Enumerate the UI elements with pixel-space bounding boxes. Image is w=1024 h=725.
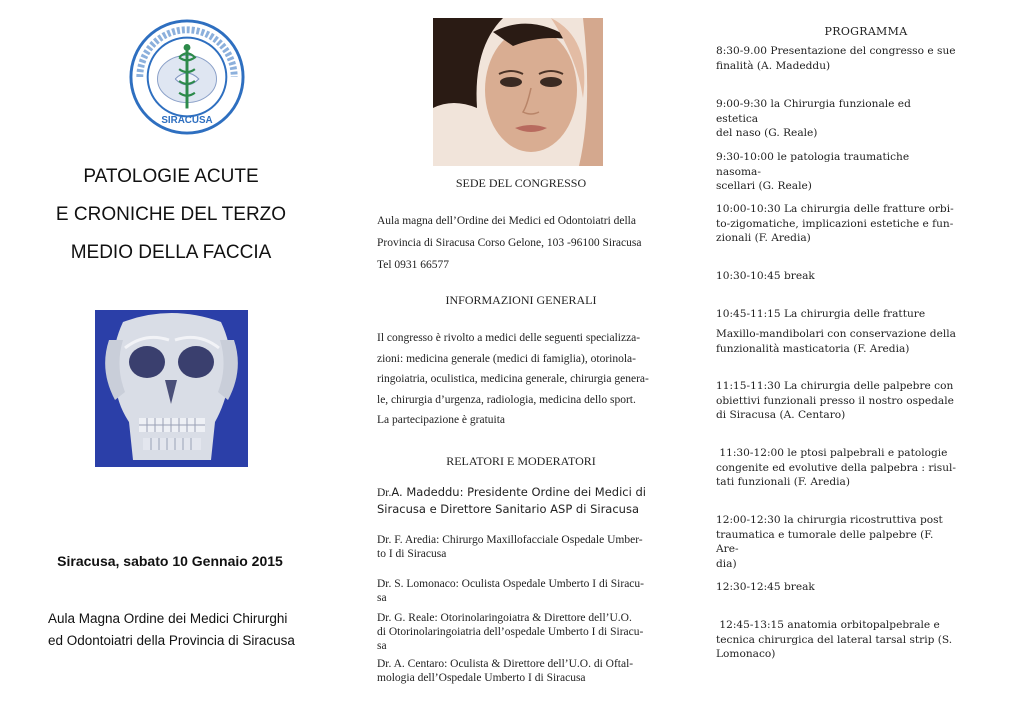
programma-item [716, 513, 956, 571]
relatore-centaro [377, 657, 667, 685]
title-line: E CRONICHE DEL TERZO [55, 204, 287, 225]
programma-line: traumatica e tumorale delle palpebre (F. Are- [716, 528, 934, 555]
info-line: ringoiatria, oculistica, medicina generale, chirurgia genera- [377, 373, 649, 385]
programma-line: tecnica chirurgica del lateral tarsal strip (S. [716, 633, 953, 646]
face-photo [433, 18, 603, 166]
programma-item [716, 379, 956, 423]
info-line: zioni: medicina generale (medici di famiglia), otorinola- [377, 352, 636, 365]
title-line: PATOLOGIE ACUTE [83, 166, 259, 187]
event-date: Siracusa, sabato 10 Gennaio 2015 [57, 553, 283, 569]
programma-line: 12:00-12:30 la chirurgia ricostruttiva post [716, 514, 943, 526]
programma-column [700, 0, 1024, 725]
relatore-line: to I di Siracusa [377, 548, 447, 560]
programma-line: dia) [716, 557, 737, 570]
relatori-heading: RELATORI E MODERATORI [446, 454, 596, 468]
programma-line: 10:45-11:15 La chirurgia delle fratture [716, 308, 926, 320]
programma-line: 8:30-9.00 Presentazione del congresso e sue [716, 45, 956, 57]
programma-item [716, 580, 956, 595]
info-line: Il congresso è rivolto a medici delle seguenti specializza- [377, 332, 641, 344]
relatore-line: sa [377, 592, 387, 604]
programma-line: congenite ed evolutive della palpebra : risul- [716, 461, 957, 474]
programma-item [716, 97, 956, 141]
logo-text-bottom: SIRACUSA [161, 115, 213, 127]
skull-ct-image [95, 310, 248, 467]
programma-line: 10:30-10:45 break [716, 270, 815, 282]
face-icon [433, 18, 603, 166]
programma-line: 11:15-11:30 La chirurgia delle palpebre con [716, 380, 954, 392]
programma-line: Lomonaco) [716, 648, 776, 660]
title-line: MEDIO DELLA FACCIA [70, 242, 272, 263]
programma-item [716, 327, 956, 356]
order-logo [128, 18, 246, 136]
relatore-line: Dr. G. Reale: Otorinolaringoiatra & Direttore dell’U.O. [377, 612, 632, 624]
programma-item [716, 307, 956, 322]
programma-line: 11:30-12:00 le ptosi palpebrali e patologie [716, 447, 948, 459]
programma-line: finalità (A. Madeddu) [716, 59, 831, 72]
relatore-line: Siracusa e Direttore Sanitario ASP di Siracusa [377, 502, 639, 516]
relatore-line: mologia dell’Ospedale Umberto I di Siracusa [377, 672, 586, 684]
programma-line: scellari (G. Reale) [716, 180, 812, 192]
cover-column [0, 0, 340, 725]
info-heading: INFORMAZIONI GENERALI [445, 293, 597, 307]
programma-line: obiettivi funzionali presso il nostro ospedale [716, 394, 954, 407]
programma-item [716, 269, 956, 284]
programma-item [716, 44, 956, 73]
sede-line: Aula magna dell’Ordine dei Medici ed Odontoiatri della [377, 215, 636, 227]
programma-line: tati funzionali (F. Aredia) [716, 476, 850, 488]
programma-item [716, 202, 956, 246]
programma-line: to-zigomatiche, implicazioni estetiche e fun- [716, 217, 954, 230]
relatore-aredia [377, 533, 667, 561]
event-venue [48, 608, 338, 652]
sede-heading: SEDE DEL CONGRESSO [455, 176, 587, 190]
programma-line: funzionalità masticatoria (F. Aredia) [716, 342, 910, 355]
programma-line: 9:00-9:30 la Chirurgia funzionale ed estetica [716, 98, 911, 125]
sede-line: Tel 0931 66577 [377, 259, 450, 271]
skull-icon [95, 310, 248, 467]
venue-line: Aula Magna Ordine dei Medici Chirurghi [48, 611, 288, 626]
programma-line: Maxillo-mandibolari con conservazione della [716, 328, 956, 340]
sede-text [377, 210, 667, 276]
info-text [377, 328, 667, 431]
programma-item [716, 618, 956, 662]
venue-line: ed Odontoiatri della Provincia di Siracusa [48, 633, 295, 648]
relatore-line: Dr. F. Aredia: Chirurgo Maxillofacciale Ospedale Umber- [377, 534, 643, 546]
relatore-line: Dr. A. Centaro: Oculista & Direttore dell’U.O. di Oftal- [377, 658, 634, 670]
relatore-lomonaco [377, 577, 667, 605]
relatore-line: sa [377, 640, 387, 652]
info-column [360, 0, 680, 725]
sede-line: Provincia di Siracusa Corso Gelone, 103 -96100 Siracusa [377, 237, 642, 249]
programma-line: zionali (F. Aredia) [716, 232, 811, 244]
relatore-line: A. Madeddu: Presidente Ordine dei Medici di [391, 485, 646, 499]
programma-line: 10:00-10:30 La chirurgia delle fratture orbi- [716, 203, 954, 215]
info-line: La partecipazione è gratuita [377, 414, 506, 426]
programma-item [716, 446, 956, 490]
programma-line: del naso (G. Reale) [716, 127, 818, 139]
relatore-line: di Otorinolaringoiatria dell’ospedale Umberto I di Siracu- [377, 626, 644, 638]
programma-item [716, 150, 956, 194]
relatore-reale [377, 611, 667, 653]
programma-line: di Siracusa (A. Centaro) [716, 409, 846, 421]
programma-line: 12:45-13:15 anatomia orbitopalpebrale e [716, 619, 940, 631]
relatore-madeddu [377, 484, 667, 517]
programma-line: 9:30-10:00 le patologia traumatiche nasoma- [716, 151, 910, 178]
relatore-prefix: Dr. [377, 487, 392, 499]
relatore-line: Dr. S. Lomonaco: Oculista Ospedale Umberto I di Siracu- [377, 578, 644, 590]
programma-heading: PROGRAMMA [824, 25, 908, 38]
programma-line: 12:30-12:45 break [716, 581, 815, 593]
info-line: le, chirurgia d’urgenza, radiologia, medicina dello sport. [377, 393, 636, 406]
event-title [40, 158, 302, 272]
